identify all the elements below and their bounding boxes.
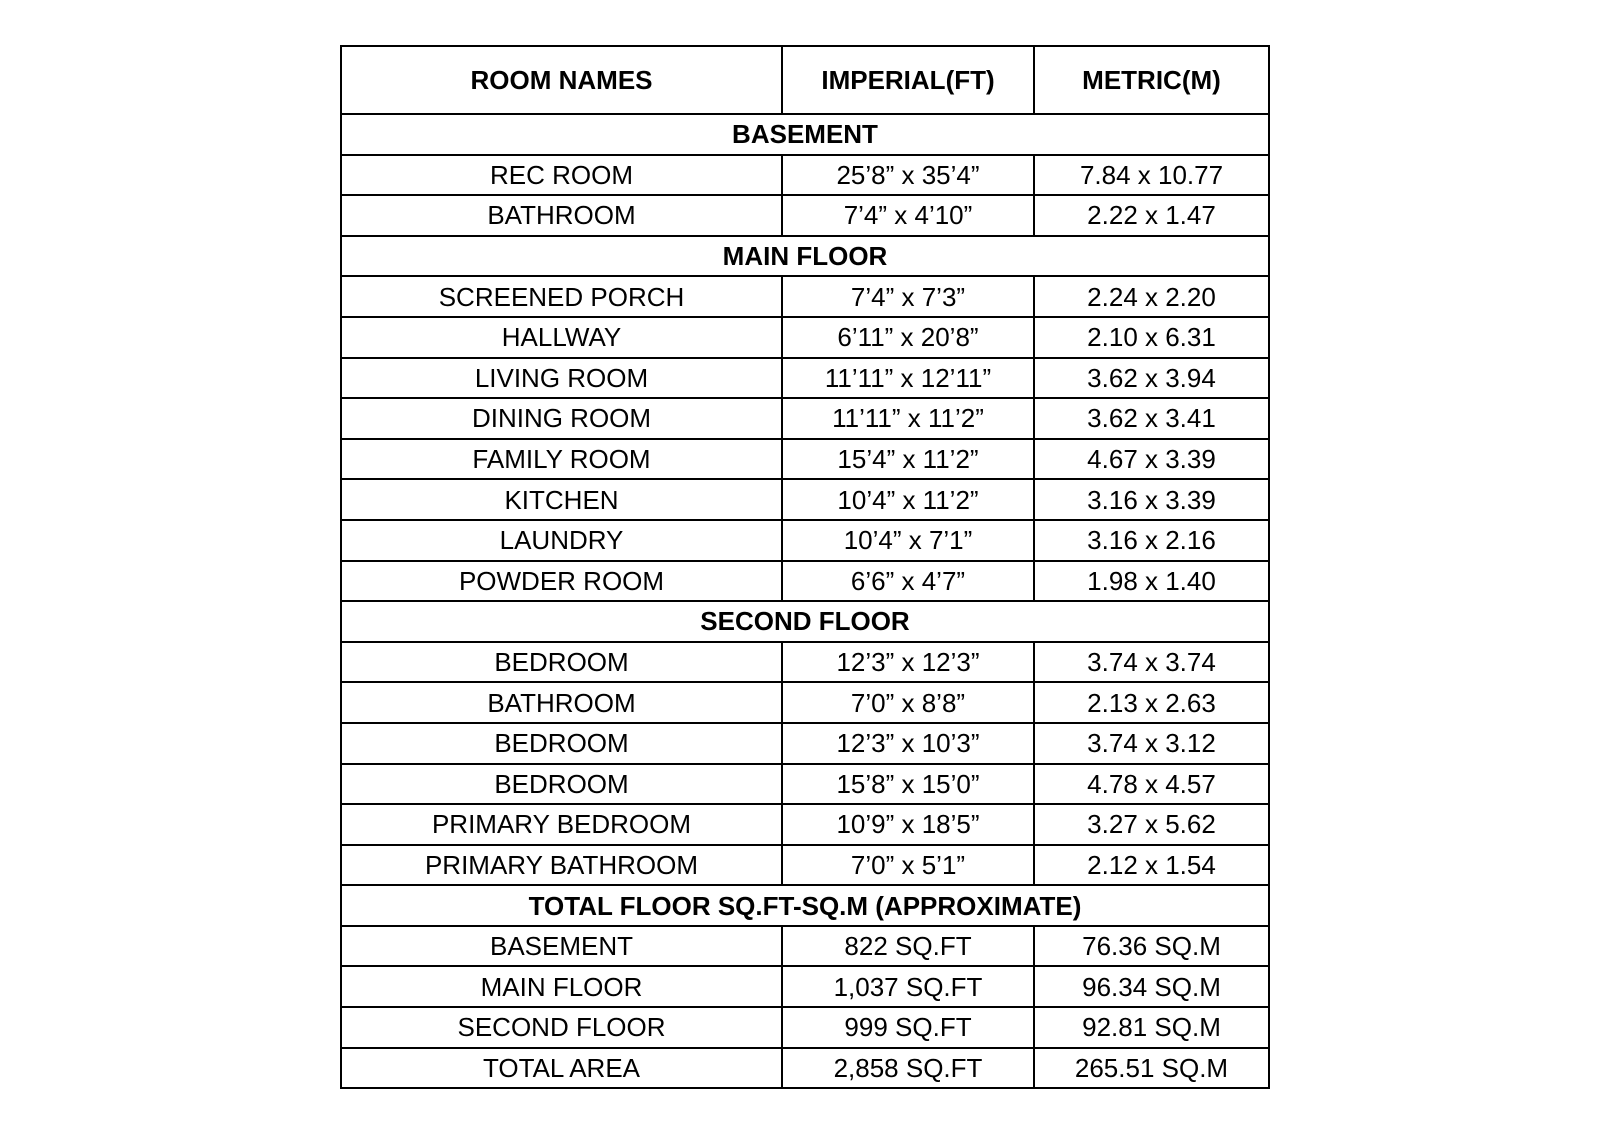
header-room-names: ROOM NAMES xyxy=(341,46,782,114)
table-row xyxy=(341,723,1269,764)
room-name-cell: HALLWAY xyxy=(341,317,782,358)
metric-cell: 1.98 x 1.40 xyxy=(1034,561,1269,602)
metric-cell: 3.62 x 3.41 xyxy=(1034,398,1269,439)
imperial-cell: 12’3” x 12’3” xyxy=(782,642,1034,683)
room-name-cell: LAUNDRY xyxy=(341,520,782,561)
imperial-cell: 12’3” x 10’3” xyxy=(782,723,1034,764)
room-name-cell: POWDER ROOM xyxy=(341,561,782,602)
imperial-cell: 6’11” x 20’8” xyxy=(782,317,1034,358)
table-row xyxy=(341,317,1269,358)
room-name-cell: KITCHEN xyxy=(341,479,782,520)
table-row xyxy=(341,1007,1269,1048)
section-title: SECOND FLOOR xyxy=(341,601,1269,642)
room-name-cell: SECOND FLOOR xyxy=(341,1007,782,1048)
imperial-cell: 6’6” x 4’7” xyxy=(782,561,1034,602)
imperial-cell: 7’4” x 4’10” xyxy=(782,195,1034,236)
header-row xyxy=(341,46,1269,114)
table-row xyxy=(341,682,1269,723)
room-name-cell: BATHROOM xyxy=(341,682,782,723)
table-row xyxy=(341,642,1269,683)
metric-cell: 265.51 SQ.M xyxy=(1034,1048,1269,1089)
table-row xyxy=(341,195,1269,236)
room-name-cell: BEDROOM xyxy=(341,642,782,683)
table-body xyxy=(341,114,1269,1088)
metric-cell: 96.34 SQ.M xyxy=(1034,966,1269,1007)
room-name-cell: PRIMARY BATHROOM xyxy=(341,845,782,886)
metric-cell: 2.22 x 1.47 xyxy=(1034,195,1269,236)
imperial-cell: 10’9” x 18’5” xyxy=(782,804,1034,845)
metric-cell: 4.78 x 4.57 xyxy=(1034,764,1269,805)
imperial-cell: 822 SQ.FT xyxy=(782,926,1034,967)
metric-cell: 3.62 x 3.94 xyxy=(1034,358,1269,399)
imperial-cell: 1,037 SQ.FT xyxy=(782,966,1034,1007)
metric-cell: 3.16 x 2.16 xyxy=(1034,520,1269,561)
imperial-cell: 7’0” x 8’8” xyxy=(782,682,1034,723)
room-name-cell: PRIMARY BEDROOM xyxy=(341,804,782,845)
header-imperial: IMPERIAL(FT) xyxy=(782,46,1034,114)
section-title: TOTAL FLOOR SQ.FT-SQ.M (APPROXIMATE) xyxy=(341,885,1269,926)
room-name-cell: REC ROOM xyxy=(341,155,782,196)
room-name-cell: SCREENED PORCH xyxy=(341,276,782,317)
table-row xyxy=(341,155,1269,196)
header-metric: METRIC(M) xyxy=(1034,46,1269,114)
imperial-cell: 15’8” x 15’0” xyxy=(782,764,1034,805)
imperial-cell: 11’11” x 12’11” xyxy=(782,358,1034,399)
room-name-cell: LIVING ROOM xyxy=(341,358,782,399)
section-title: MAIN FLOOR xyxy=(341,236,1269,277)
room-name-cell: TOTAL AREA xyxy=(341,1048,782,1089)
metric-cell: 3.16 x 3.39 xyxy=(1034,479,1269,520)
metric-cell: 76.36 SQ.M xyxy=(1034,926,1269,967)
table-row xyxy=(341,479,1269,520)
imperial-cell: 2,858 SQ.FT xyxy=(782,1048,1034,1089)
imperial-cell: 10’4” x 7’1” xyxy=(782,520,1034,561)
room-name-cell: FAMILY ROOM xyxy=(341,439,782,480)
metric-cell: 2.13 x 2.63 xyxy=(1034,682,1269,723)
imperial-cell: 10’4” x 11’2” xyxy=(782,479,1034,520)
table-row xyxy=(341,966,1269,1007)
table-row xyxy=(341,276,1269,317)
metric-cell: 2.24 x 2.20 xyxy=(1034,276,1269,317)
metric-cell: 3.27 x 5.62 xyxy=(1034,804,1269,845)
section-row xyxy=(341,236,1269,277)
table-row xyxy=(341,764,1269,805)
section-row xyxy=(341,114,1269,155)
imperial-cell: 15’4” x 11’2” xyxy=(782,439,1034,480)
table-row xyxy=(341,804,1269,845)
table-row xyxy=(341,398,1269,439)
table-row xyxy=(341,439,1269,480)
table-row xyxy=(341,358,1269,399)
metric-cell: 2.12 x 1.54 xyxy=(1034,845,1269,886)
metric-cell: 4.67 x 3.39 xyxy=(1034,439,1269,480)
metric-cell: 92.81 SQ.M xyxy=(1034,1007,1269,1048)
room-name-cell: BEDROOM xyxy=(341,764,782,805)
imperial-cell: 999 SQ.FT xyxy=(782,1007,1034,1048)
section-row xyxy=(341,885,1269,926)
section-title: BASEMENT xyxy=(341,114,1269,155)
room-name-cell: DINING ROOM xyxy=(341,398,782,439)
table-row xyxy=(341,1048,1269,1089)
imperial-cell: 11’11” x 11’2” xyxy=(782,398,1034,439)
table-row xyxy=(341,520,1269,561)
metric-cell: 2.10 x 6.31 xyxy=(1034,317,1269,358)
metric-cell: 3.74 x 3.12 xyxy=(1034,723,1269,764)
metric-cell: 7.84 x 10.77 xyxy=(1034,155,1269,196)
room-dimensions-table xyxy=(340,45,1270,1089)
metric-cell: 3.74 x 3.74 xyxy=(1034,642,1269,683)
imperial-cell: 7’4” x 7’3” xyxy=(782,276,1034,317)
room-name-cell: BASEMENT xyxy=(341,926,782,967)
table-row xyxy=(341,561,1269,602)
imperial-cell: 25’8” x 35’4” xyxy=(782,155,1034,196)
table-row xyxy=(341,845,1269,886)
room-name-cell: BEDROOM xyxy=(341,723,782,764)
table-row xyxy=(341,926,1269,967)
imperial-cell: 7’0” x 5’1” xyxy=(782,845,1034,886)
room-name-cell: MAIN FLOOR xyxy=(341,966,782,1007)
room-name-cell: BATHROOM xyxy=(341,195,782,236)
section-row xyxy=(341,601,1269,642)
